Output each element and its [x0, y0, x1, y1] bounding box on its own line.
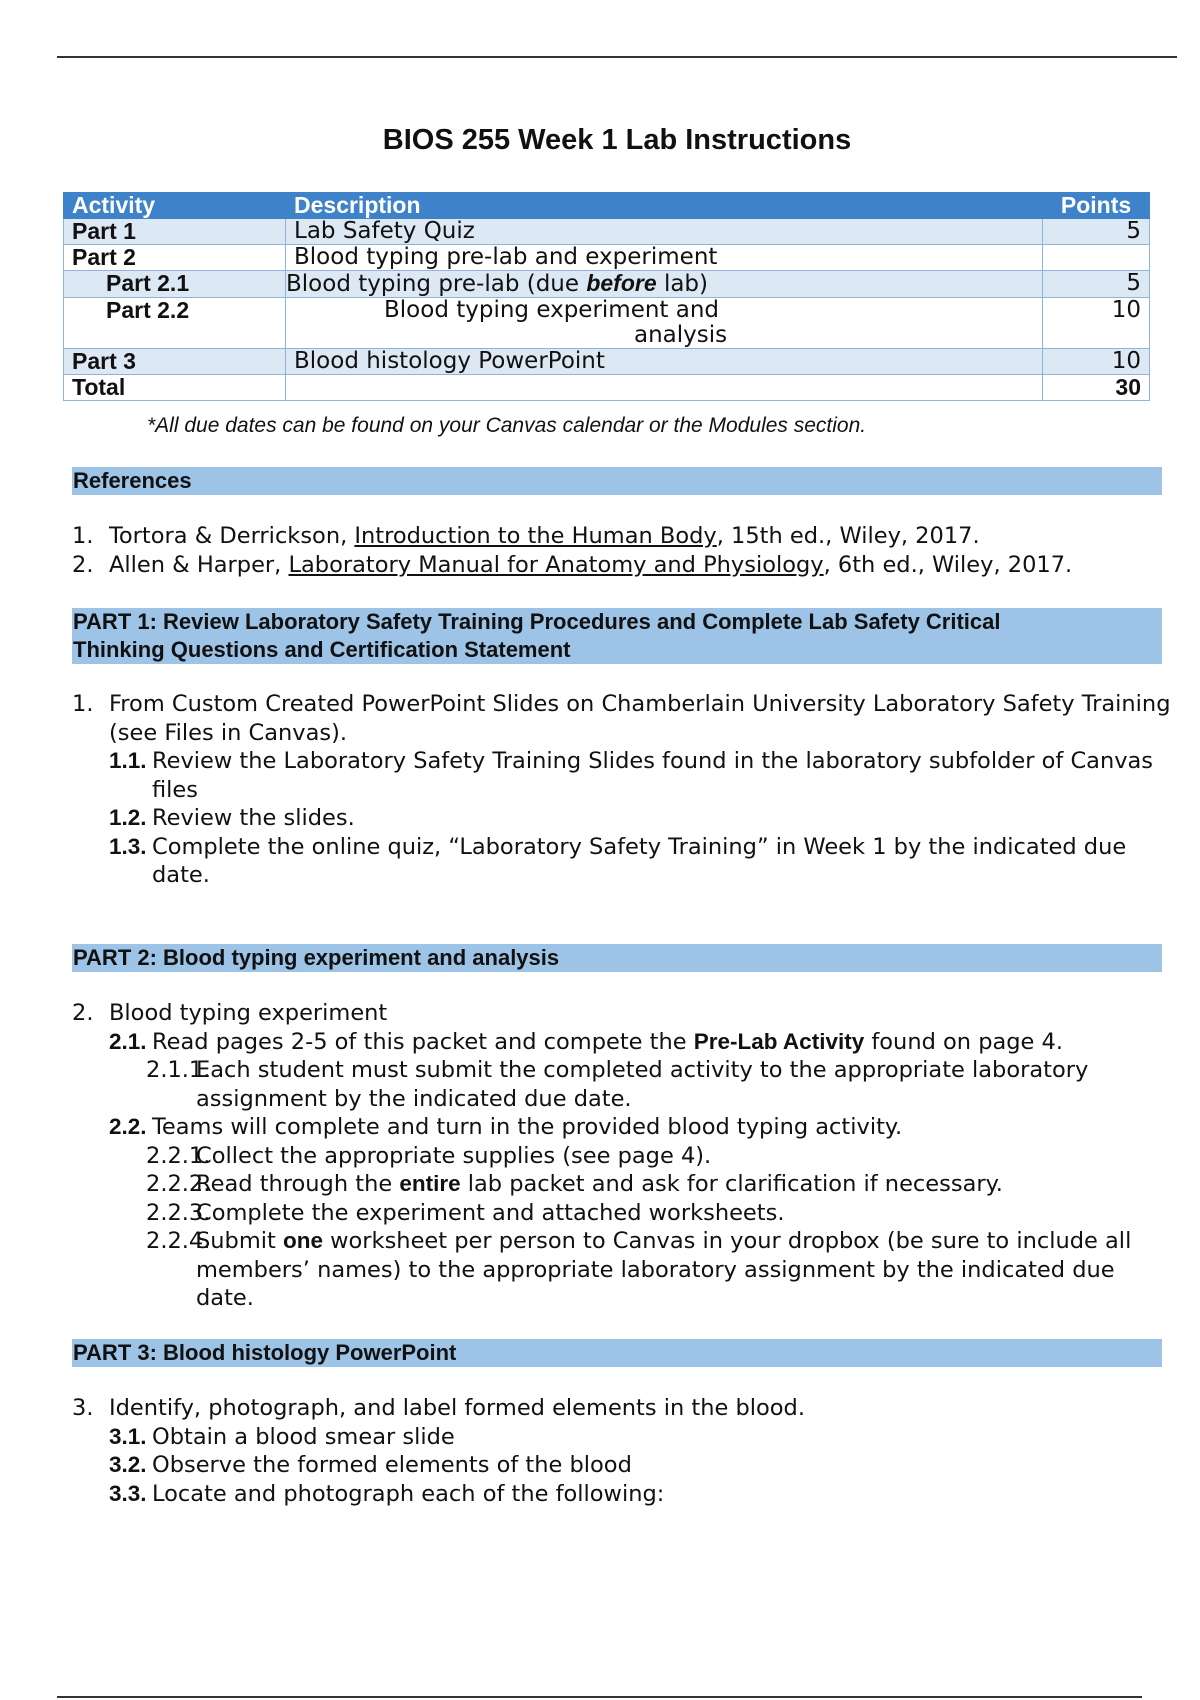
header-description: Description — [286, 193, 1043, 219]
references-heading: References — [72, 467, 1162, 495]
item-text: Read pages 2-5 of this packet and compete the — [152, 1028, 694, 1055]
desc-text: Blood typing pre-lab (due — [286, 271, 587, 297]
item-text: Review the slides. — [152, 805, 355, 831]
part1-list — [72, 690, 1172, 890]
row-activity: Part 3 — [64, 349, 286, 375]
row-activity: Part 2 — [64, 245, 286, 271]
list-item — [72, 804, 1172, 833]
row-points: 10 — [1043, 298, 1150, 349]
due-dates-note: *All due dates can be found on your Canvas calendar or the Modules section. — [147, 414, 867, 437]
item-number: 1.3. — [109, 833, 147, 859]
item-number: 2.2. — [109, 1114, 147, 1139]
part1-heading — [72, 608, 1162, 664]
row-points: 30 — [1043, 375, 1150, 401]
item-number: 3.2. — [109, 1452, 147, 1477]
list-item — [72, 690, 1172, 747]
list-item — [72, 522, 1172, 551]
list-item — [72, 1113, 1172, 1142]
row-description — [286, 271, 1043, 298]
item-text: Read through the — [196, 1171, 400, 1197]
table-row — [64, 298, 1150, 349]
part3-heading: PART 3: Blood histology PowerPoint — [72, 1339, 1162, 1367]
item-number: 2.2.1. — [146, 1142, 211, 1169]
list-item — [72, 747, 1172, 804]
heading-line: Thinking Questions and Certification Statement — [73, 637, 571, 662]
table-row — [64, 219, 1150, 245]
row-points: 5 — [1043, 219, 1150, 245]
table-row — [64, 245, 1150, 271]
desc-line: analysis — [634, 322, 728, 348]
row-activity: Part 2.1 — [64, 271, 286, 298]
list-item — [72, 1451, 1172, 1480]
item-text: found on page 4. — [864, 1028, 1064, 1055]
item-number: 2. — [72, 1000, 94, 1026]
item-bold: entire — [399, 1171, 461, 1196]
desc-line: Blood typing experiment and — [384, 297, 720, 323]
ref-title: Introduction to the Human Body — [354, 523, 717, 549]
list-item — [72, 1170, 1172, 1199]
list-item — [72, 1056, 1172, 1113]
item-number: 1. — [72, 691, 94, 717]
item-text: Blood typing experiment — [109, 1000, 388, 1026]
item-text: Review the Laboratory Safety Training Slides found in the laboratory subfolder of Canvas files — [152, 748, 1154, 803]
list-item — [72, 999, 1172, 1028]
item-text: Submit — [196, 1228, 283, 1254]
item-number: 2. — [72, 551, 94, 578]
list-item — [72, 1142, 1172, 1171]
header-rule — [57, 56, 1177, 58]
item-text: Complete the experiment and attached worksheets. — [196, 1199, 785, 1226]
list-item — [72, 551, 1172, 580]
references-list — [72, 522, 1172, 579]
ref-title: Laboratory Manual for Anatomy and Physiology — [288, 551, 824, 578]
row-description: Blood typing pre-lab and experiment — [286, 245, 1043, 271]
item-text: Identify, photograph, and label formed elements in the blood. — [109, 1395, 805, 1421]
table-header-row — [64, 193, 1150, 219]
row-points: 10 — [1043, 349, 1150, 375]
part2-heading: PART 2: Blood typing experiment and analysis — [72, 944, 1162, 972]
item-number: 2.2.4. — [146, 1228, 211, 1254]
item-number: 3.3. — [109, 1480, 147, 1506]
item-text: Each student must submit the completed activity to the appropriate laboratory assignment by the indicated due date. — [196, 1057, 1089, 1112]
item-text: From Custom Created PowerPoint Slides on Chamberlain University Laboratory Safety Training (see Files in Canvas). — [109, 691, 1171, 746]
desc-emphasis: before — [586, 270, 657, 296]
row-points — [1043, 245, 1150, 271]
footer-rule — [57, 1696, 1142, 1698]
item-bold: one — [282, 1228, 323, 1253]
item-bold: Pre-Lab Activity — [693, 1028, 865, 1054]
header-points: Points — [1043, 193, 1150, 219]
item-number: 2.1.1. — [146, 1057, 211, 1083]
item-text: Complete the online quiz, “Laboratory Safety Training” in Week 1 by the indicated due date. — [152, 833, 1127, 888]
item-text: Collect the appropriate supplies (see page 4). — [196, 1142, 712, 1169]
list-item — [72, 1480, 1172, 1509]
item-number: 3.1. — [109, 1423, 147, 1449]
list-item — [72, 1199, 1172, 1228]
item-text: worksheet per person to Canvas in your dropbox (be sure to include all members’ names) to the appropriate laboratory assignment by the indicated due date. — [196, 1228, 1132, 1311]
list-item — [72, 1227, 1172, 1313]
item-text: Obtain a blood smear slide — [152, 1423, 455, 1450]
part2-list — [72, 999, 1172, 1313]
points-table — [63, 192, 1150, 401]
item-number: 1.2. — [109, 805, 147, 830]
item-number: 3. — [72, 1395, 94, 1421]
ref-authors: Allen & Harper, — [109, 551, 289, 578]
item-text: Locate and photograph each of the following: — [152, 1480, 665, 1507]
row-activity: Part 2.2 — [64, 298, 286, 349]
table-row — [64, 375, 1150, 401]
ref-authors: Tortora & Derrickson, — [109, 523, 355, 549]
heading-line: PART 1: Review Laboratory Safety Training Procedures and Complete Lab Safety Critical — [73, 609, 1001, 634]
item-number: 2.1. — [109, 1028, 147, 1054]
item-text: lab packet and ask for clarification if necessary. — [460, 1171, 1003, 1197]
row-description — [286, 298, 1043, 349]
item-number: 1.1. — [109, 748, 147, 773]
row-description: Blood histology PowerPoint — [286, 349, 1043, 375]
row-description: Lab Safety Quiz — [286, 219, 1043, 245]
header-activity: Activity — [64, 193, 286, 219]
row-activity: Total — [64, 375, 286, 401]
item-number: 2.2.2. — [146, 1171, 211, 1197]
item-number: 2.2.3. — [146, 1199, 211, 1226]
list-item — [72, 1394, 1172, 1423]
desc-text: lab) — [656, 271, 709, 297]
table-row — [64, 271, 1150, 298]
ref-edition: , 6th ed., Wiley, 2017. — [823, 551, 1073, 578]
row-description — [286, 375, 1043, 401]
table-row — [64, 349, 1150, 375]
item-text: Teams will complete and turn in the provided blood typing activity. — [152, 1114, 903, 1140]
row-activity: Part 1 — [64, 219, 286, 245]
list-item — [72, 1423, 1172, 1452]
row-points: 5 — [1043, 271, 1150, 298]
list-item — [72, 1028, 1172, 1057]
page-title: BIOS 255 Week 1 Lab Instructions — [382, 124, 852, 156]
item-number: 1. — [72, 523, 94, 549]
ref-edition: , 15th ed., Wiley, 2017. — [716, 523, 980, 549]
item-text: Observe the formed elements of the blood — [152, 1452, 632, 1478]
part3-list — [72, 1394, 1172, 1508]
list-item — [72, 833, 1172, 890]
